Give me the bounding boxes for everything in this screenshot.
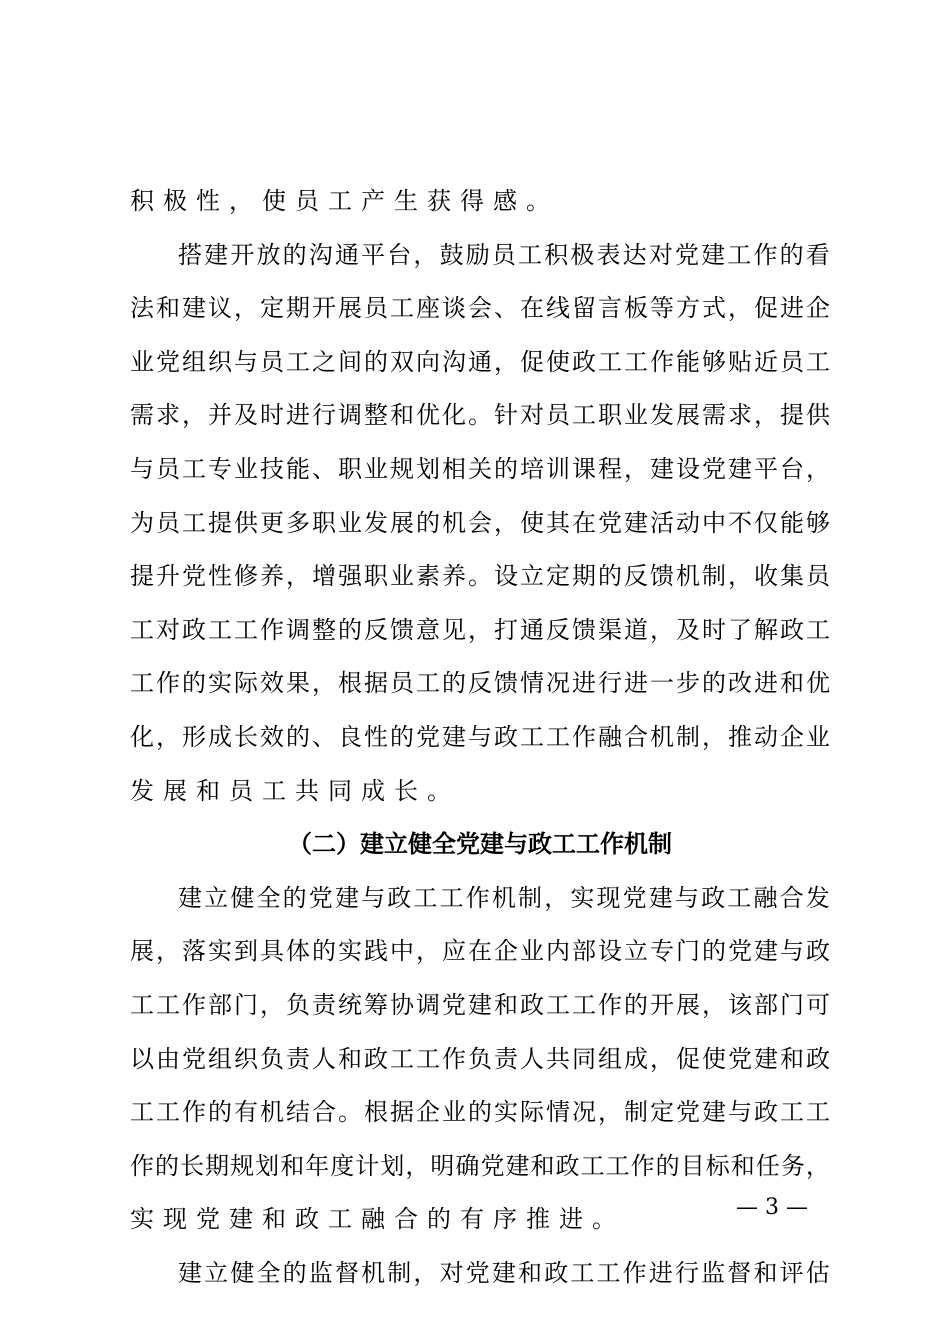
text-line: 工 作 的 实 际 效 果 ， 根 据 员 工 的 反 馈 情 况 进 行 进 一 步 的 改 进 和 优 — [130, 669, 830, 698]
section-heading: （二）建立健全党建与政工工作机制 — [288, 829, 672, 859]
text-line: 建 立 健 全 的 党 建 与 政 工 工 作 机 制 ， 实 现 党 建 与 政 工 融 合 发 — [178, 883, 830, 912]
text-line: 展 ， 落 实 到 具 体 的 实 践 中 ， 应 在 企 业 内 部 设 立 专 门 的 党 建 与 政 — [130, 937, 830, 966]
text-line: 工 工 作 的 有 机 结 合 。 根 据 企 业 的 实 际 情 况 ， 制 定 党 建 与 政 工 工 — [130, 1098, 830, 1127]
text-line: 积极性，使员工产生获得感。 — [130, 187, 559, 215]
text-line: 作 的 长 期 规 划 和 年 度 计 划 ， 明 确 党 建 和 政 工 工 作 的 目 标 和 任 务 ， — [130, 1151, 830, 1180]
page-number: — 3 — — [736, 1195, 808, 1220]
text-line: 法 和 建 议 ， 定 期 开 展 员 工 座 谈 会 、 在 线 留 言 板 等 方 式 ， 促 进 企 — [130, 294, 830, 323]
text-line: 需 求 ， 并 及 时 进 行 调 整 和 优 化 。 针 对 员 工 职 业 发 展 需 求 ， 提 供 — [130, 401, 830, 430]
text-line: 为 员 工 提 供 更 多 职 业 发 展 的 机 会 ， 使 其 在 党 建 活 动 中 不 仅 能 够 — [130, 508, 830, 537]
text-line: 实现党建和政工融合的有序推进。 — [130, 1205, 625, 1234]
text-line: 发展和员工共同成长。 — [130, 776, 460, 805]
text-line: 业 党 组 织 与 员 工 之 间 的 双 向 沟 通 ， 促 使 政 工 工 作 能 够 贴 近 员 工 — [130, 347, 830, 376]
text-line: 工 工 作 部 门 ， 负 责 统 筹 协 调 党 建 和 政 工 工 作 的 开 展 ， 该 部 门 可 — [130, 990, 830, 1019]
text-line: 化 ， 形 成 长 效 的 、 良 性 的 党 建 与 政 工 工 作 融 合 机 制 ， 推 动 企 业 — [130, 722, 830, 751]
text-line: 提 升 党 性 修 养 ， 增 强 职 业 素 养 。 设 立 定 期 的 反 馈 机 制 ， 收 集 员 — [130, 562, 830, 591]
text-line: 工 对 政 工 工 作 调 整 的 反 馈 意 见 ， 打 通 反 馈 渠 道 ， 及 时 了 解 政 工 — [130, 615, 830, 644]
document-body — [130, 177, 830, 1302]
text-line: 以 由 党 组 织 负 责 人 和 政 工 工 作 负 责 人 共 同 组 成 ， 促 使 党 建 和 政 — [130, 1044, 830, 1073]
text-line: 建 立 健 全 的 监 督 机 制 ， 对 党 建 和 政 工 工 作 进 行 监 督 和 评 估 — [178, 1258, 830, 1287]
text-line: 与 员 工 专 业 技 能 、 职 业 规 划 相 关 的 培 训 课 程 ， 建 设 党 建 平 台 ， — [130, 454, 830, 483]
text-line: 搭 建 开 放 的 沟 通 平 台 ， 鼓 励 员 工 积 极 表 达 对 党 建 工 作 的 看 — [178, 240, 830, 269]
